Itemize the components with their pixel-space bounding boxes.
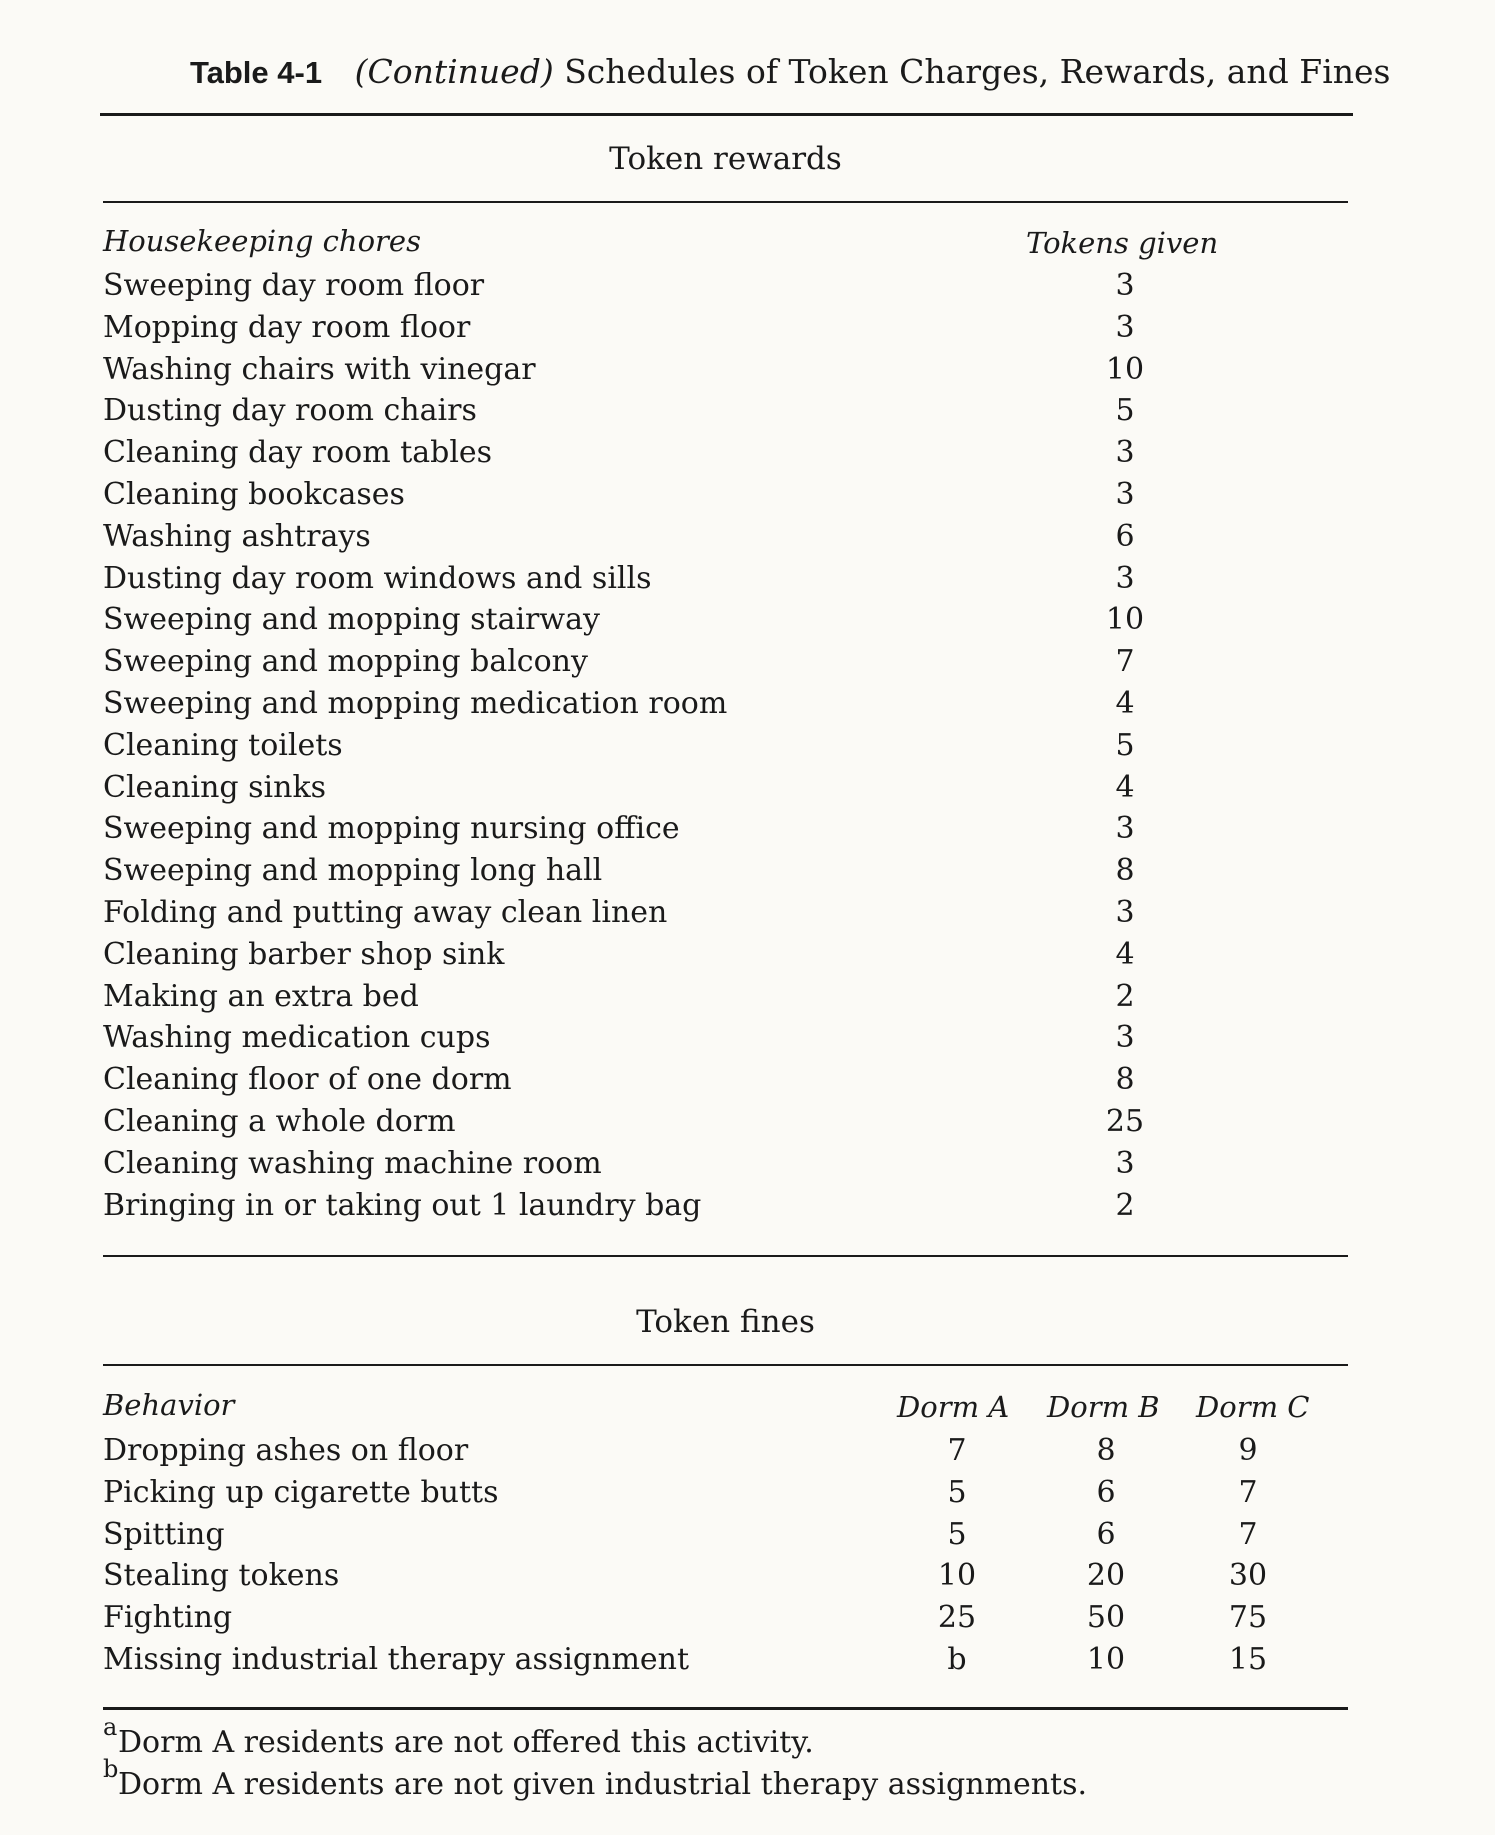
footnote-text: Dorm A residents are not offered this activity. xyxy=(118,1725,814,1760)
chore-name: Sweeping day room floor xyxy=(103,268,485,303)
behavior-name: Dropping ashes on floor xyxy=(103,1433,469,1468)
table-row xyxy=(0,477,1495,519)
table-row xyxy=(0,1517,1495,1559)
behavior-name: Stealing tokens xyxy=(103,1558,340,1594)
table-row xyxy=(0,937,1495,979)
chore-name: Dusting day room windows and sills xyxy=(103,560,652,596)
dorm-c-fine: 7 xyxy=(1238,1516,1258,1552)
dorm-b-fine: 8 xyxy=(1096,1433,1116,1468)
tokens-value: 3 xyxy=(1115,1145,1135,1181)
chore-name: Sweeping and mopping long hall xyxy=(103,853,603,889)
tokens-value: 2 xyxy=(1115,978,1135,1014)
dorm-b-fine: 6 xyxy=(1096,1474,1116,1510)
table-row xyxy=(0,644,1495,686)
table-row xyxy=(0,728,1495,770)
dorm-c-fine: 30 xyxy=(1228,1558,1268,1594)
tokens-value: 8 xyxy=(1115,1062,1135,1098)
tokens-value: 8 xyxy=(1115,853,1135,889)
table-title: Schedules of Token Charges, Rewards, and Fines xyxy=(564,52,1391,91)
fines-bottom-rule xyxy=(103,1707,1348,1710)
chore-name: Cleaning toilets xyxy=(103,727,343,763)
tokens-value: 3 xyxy=(1115,1020,1135,1056)
table-row xyxy=(0,1558,1495,1600)
chore-name: Sweeping and mopping stairway xyxy=(103,602,600,638)
dorm-b-fine: 6 xyxy=(1096,1516,1116,1552)
tokens-value: 6 xyxy=(1115,518,1135,554)
chore-name: Sweeping and mopping nursing office xyxy=(103,811,680,847)
chore-name: Cleaning bookcases xyxy=(103,477,405,512)
table-row xyxy=(0,602,1495,644)
table-row xyxy=(0,1433,1495,1475)
chore-name: Mopping day room floor xyxy=(103,309,471,345)
rewards-bottom-rule xyxy=(103,1255,1348,1257)
table-row xyxy=(0,895,1495,937)
table-row xyxy=(0,1104,1495,1146)
rewards-section-title: Token rewards xyxy=(609,141,842,177)
top-thick-rule xyxy=(100,113,1353,116)
table-row xyxy=(0,352,1495,394)
chore-name: Bringing in or taking out 1 laundry bag xyxy=(103,1187,702,1223)
tokens-value: 4 xyxy=(1115,769,1135,805)
table-row xyxy=(0,853,1495,895)
dorm-a-fine: 7 xyxy=(947,1433,967,1468)
table-row xyxy=(0,979,1495,1021)
behavior-name: Spitting xyxy=(103,1516,225,1552)
chore-name: Cleaning washing machine room xyxy=(103,1145,602,1181)
rewards-header-rule xyxy=(103,201,1348,203)
table-caption xyxy=(190,52,1390,91)
chore-name: Cleaning floor of one dorm xyxy=(103,1062,512,1098)
chore-name: Cleaning a whole dorm xyxy=(103,1104,456,1139)
dorm-b-fine: 50 xyxy=(1086,1600,1126,1636)
tokens-value: 5 xyxy=(1115,727,1135,763)
table-row xyxy=(0,310,1495,352)
table-row xyxy=(0,393,1495,435)
dorm-a-fine: 5 xyxy=(947,1516,967,1552)
chore-name: Cleaning day room tables xyxy=(103,435,493,471)
tokens-value: 3 xyxy=(1115,309,1135,345)
chore-name: Cleaning barber shop sink xyxy=(103,936,505,972)
chore-name: Folding and putting away clean linen xyxy=(103,895,668,930)
fines-behavior-header: Behavior xyxy=(103,1388,235,1422)
fines-dorm-b-header: Dorm B xyxy=(1047,1390,1160,1424)
footnote-mark: a xyxy=(103,1713,118,1741)
table-row xyxy=(0,1475,1495,1517)
behavior-name: Fighting xyxy=(103,1600,233,1636)
rewards-task-header: Housekeeping chores xyxy=(103,224,421,258)
fines-header-rule xyxy=(103,1364,1348,1366)
dorm-a-fine: 5 xyxy=(947,1474,967,1510)
tokens-value: 5 xyxy=(1115,393,1135,429)
table-row xyxy=(0,686,1495,728)
chore-name: Sweeping and mopping medication room xyxy=(103,686,728,721)
continued-label: (Continued) xyxy=(354,52,554,91)
dorm-a-fine: 25 xyxy=(937,1600,977,1636)
dorm-a-fine: 10 xyxy=(937,1558,977,1594)
table-row xyxy=(0,1188,1495,1230)
fines-dorm-a-header: Dorm A xyxy=(897,1390,1010,1424)
table-row xyxy=(0,1146,1495,1188)
dorm-c-fine: 9 xyxy=(1238,1433,1258,1468)
tokens-value: 4 xyxy=(1115,936,1135,972)
tokens-value: 4 xyxy=(1115,686,1135,721)
dorm-b-fine: 20 xyxy=(1086,1558,1126,1594)
fines-dorm-c-header: Dorm C xyxy=(1196,1390,1310,1424)
tokens-value: 7 xyxy=(1115,644,1135,680)
tokens-value: 3 xyxy=(1115,268,1135,303)
chore-name: Washing medication cups xyxy=(103,1020,491,1056)
dorm-c-fine: 15 xyxy=(1228,1642,1268,1677)
table-row xyxy=(0,811,1495,853)
table-number: Table 4-1 xyxy=(190,55,323,90)
table-row xyxy=(0,519,1495,561)
footnote-text: Dorm A residents are not given industrial therapy assignments. xyxy=(118,1767,1088,1802)
tokens-value: 3 xyxy=(1115,895,1135,930)
rewards-tokens-header: Tokens given xyxy=(1026,226,1219,260)
tokens-value: 3 xyxy=(1115,477,1135,512)
table-row xyxy=(0,1020,1495,1062)
chore-name: Dusting day room chairs xyxy=(103,393,477,429)
tokens-value: 10 xyxy=(1105,602,1145,638)
chore-name: Washing chairs with vinegar xyxy=(103,351,536,387)
dorm-c-fine: 7 xyxy=(1238,1474,1258,1510)
behavior-name: Missing industrial therapy assignment xyxy=(103,1642,690,1677)
table-row xyxy=(0,770,1495,812)
tokens-value: 10 xyxy=(1105,351,1145,387)
fines-section-title: Token fines xyxy=(636,1304,815,1340)
tokens-value: 2 xyxy=(1115,1187,1135,1223)
tokens-value: 3 xyxy=(1115,435,1135,471)
dorm-c-fine: 75 xyxy=(1228,1600,1268,1636)
footnote-mark: b xyxy=(103,1755,119,1783)
table-row xyxy=(0,1062,1495,1104)
table-row xyxy=(0,435,1495,477)
dorm-a-fine: b xyxy=(947,1642,967,1677)
chore-name: Washing ashtrays xyxy=(103,518,371,554)
table-row xyxy=(0,561,1495,603)
chore-name: Making an extra bed xyxy=(103,978,419,1014)
tokens-value: 3 xyxy=(1115,560,1135,596)
table-row xyxy=(0,1600,1495,1642)
chore-name: Sweeping and mopping balcony xyxy=(103,644,588,680)
tokens-value: 25 xyxy=(1105,1104,1145,1139)
behavior-name: Picking up cigarette butts xyxy=(103,1474,499,1510)
table-row xyxy=(0,1642,1495,1684)
chore-name: Cleaning sinks xyxy=(103,769,327,805)
dorm-b-fine: 10 xyxy=(1086,1642,1126,1677)
tokens-value: 3 xyxy=(1115,811,1135,847)
table-row xyxy=(0,268,1495,310)
